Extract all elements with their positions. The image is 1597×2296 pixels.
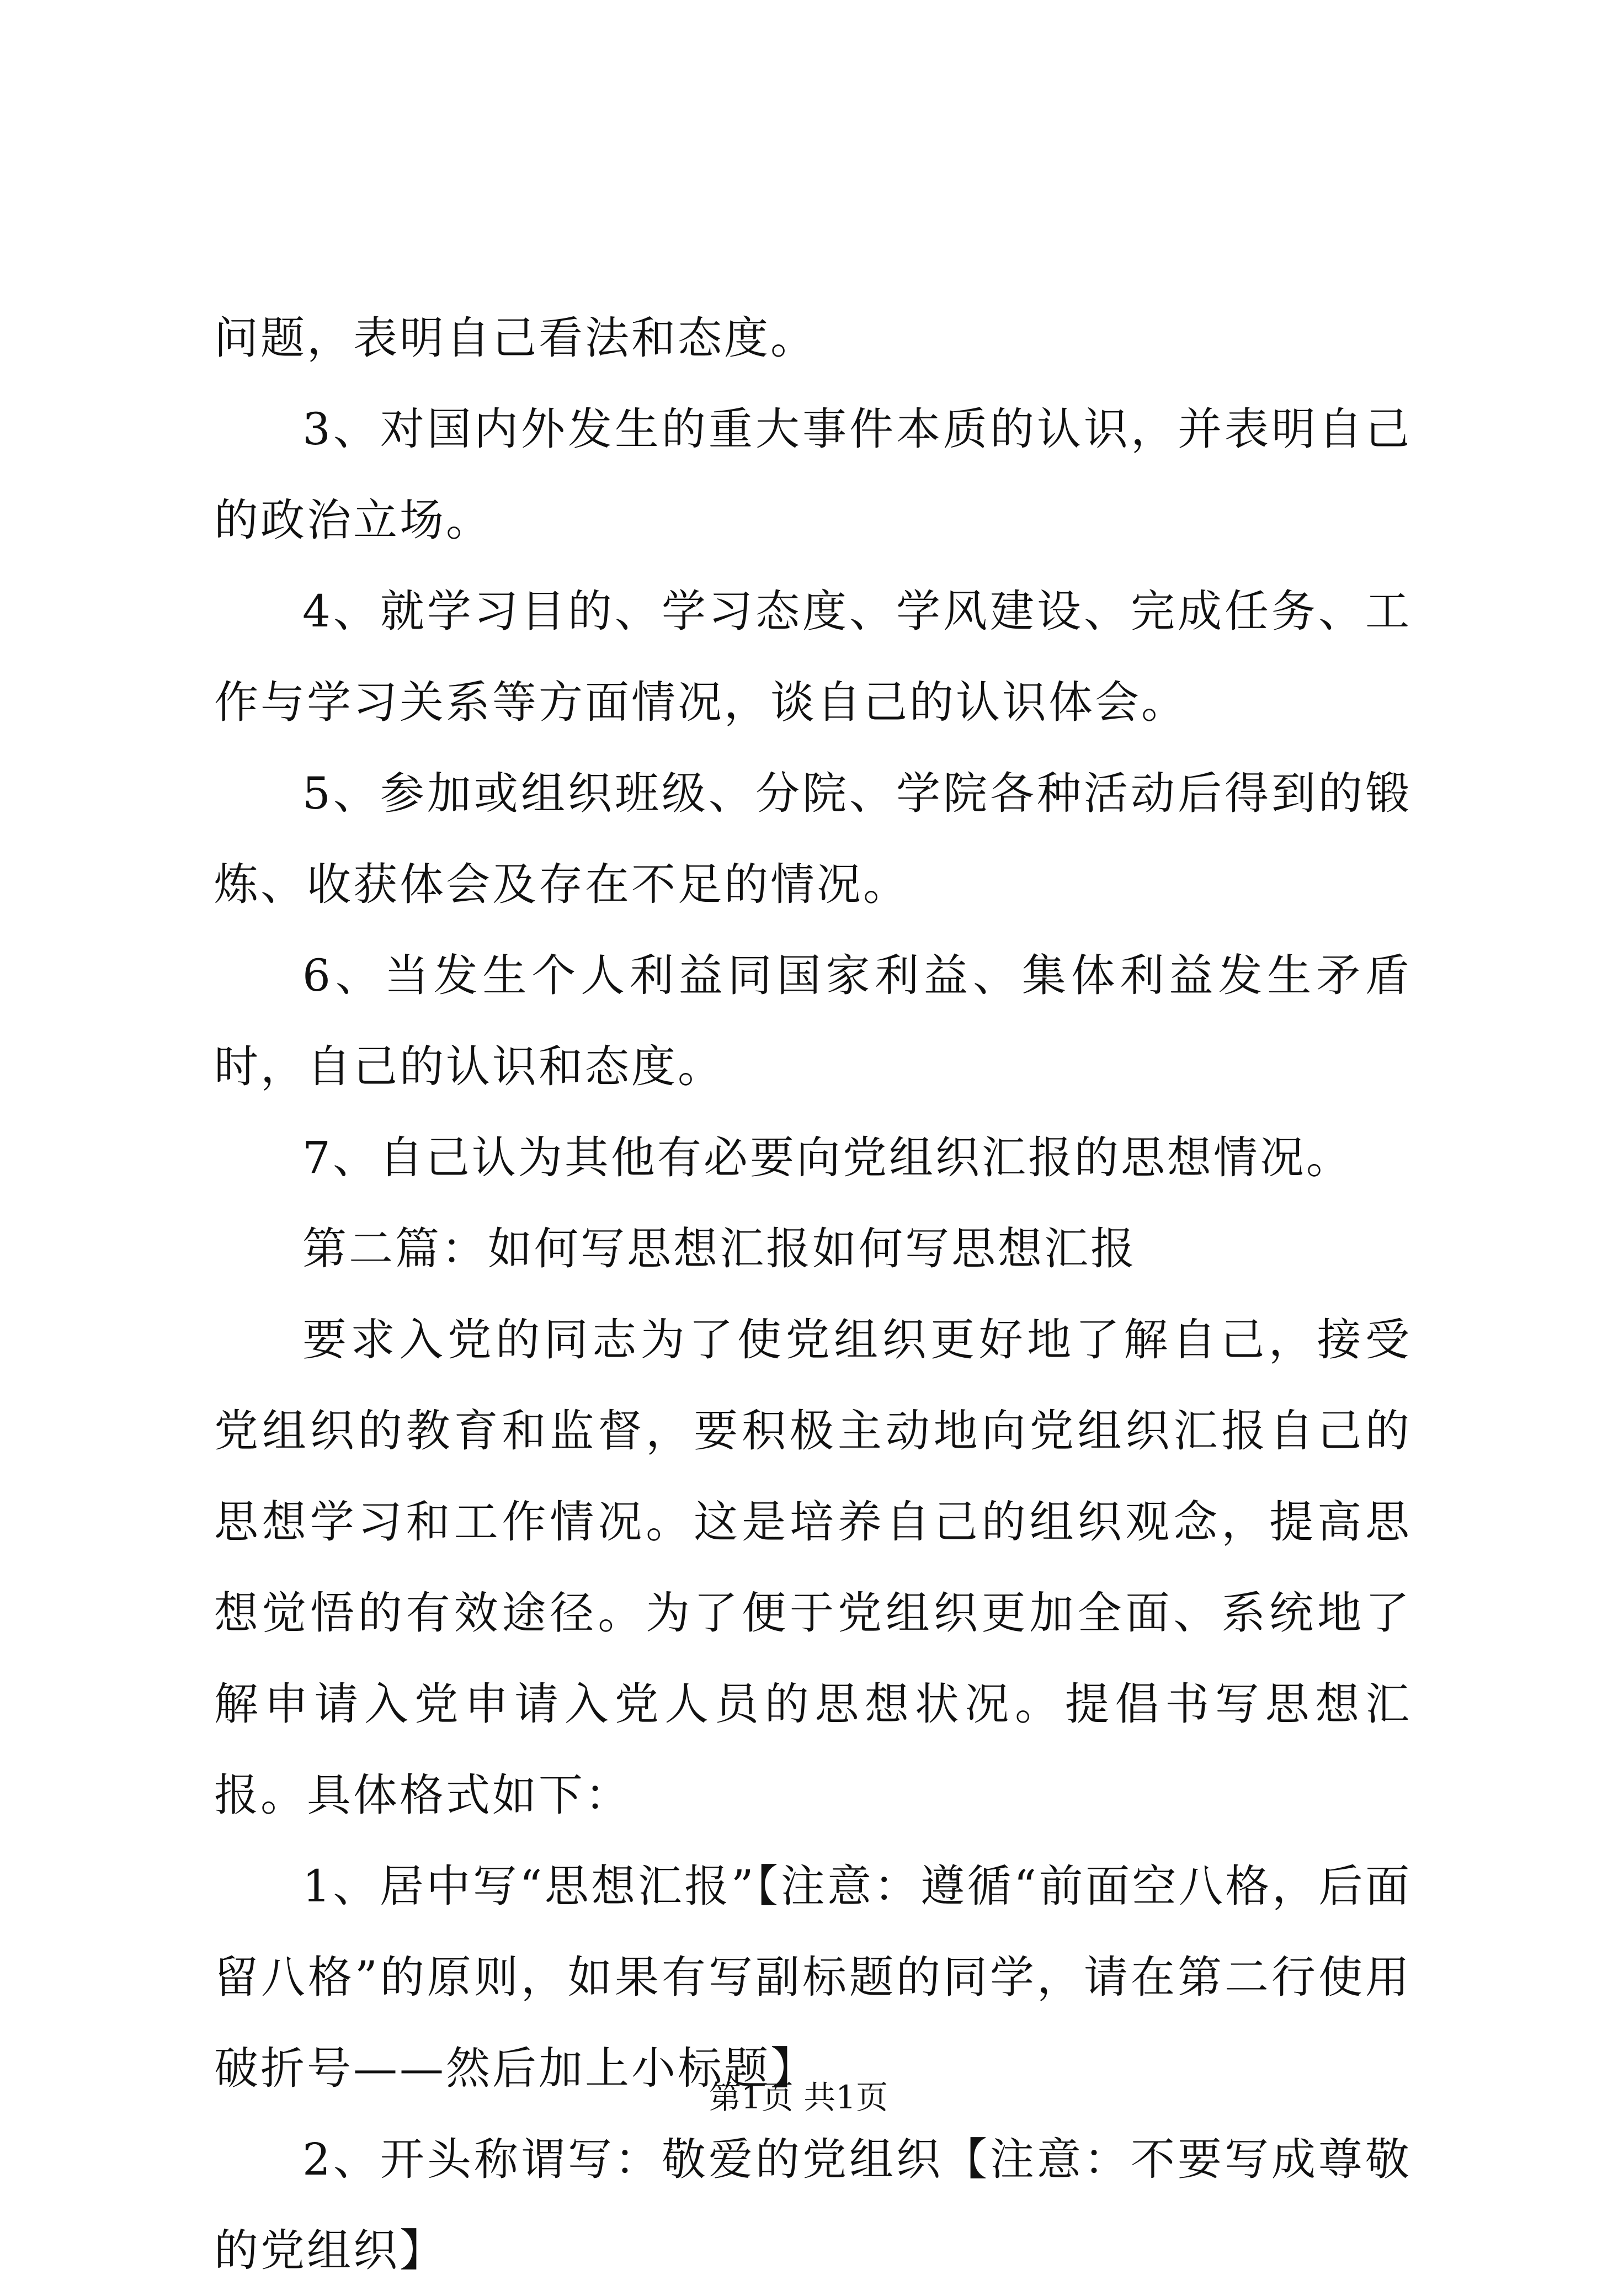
paragraph-5: 6、当发生个人利益同国家利益、集体利益发生矛盾时，自己的认识和态度。 xyxy=(214,950,1412,1092)
page-footer: 第1页 共1页 xyxy=(709,2079,888,2116)
paragraph-2: 3、对国内外发生的重大事件本质的认识，并表明自己的政治立场。 xyxy=(214,403,1412,546)
paragraph-3: 4、就学习目的、学习态度、学风建设、完成任务、工作与学习关系等方面情况，谈自己的认识体会。 xyxy=(214,586,1412,728)
paragraph-4: 5、参加或组织班级、分院、学院各种活动后得到的锻炼、收获体会及存在不足的情况。 xyxy=(214,768,1412,910)
section-heading: 第二篇：如何写思想汇报如何写思想汇报 xyxy=(302,1223,1137,1274)
paragraph-7: 要求入党的同志为了使党组织更好地了解自己，接受党组织的教育和监督，要积极主动地向党组织汇报自己的思想学习和工作情况。这是培养自己的组织观念，提高思想觉悟的有效途径。为了便于党组织更加全面、系统地了解申请入党申请入党人员的思想状况。提倡书写思想汇报。具体格式如下： xyxy=(214,1314,1412,1821)
paragraph-8: 1、居中写“思想汇报”【注意：遵循“前面空八格，后面留八格”的原则，如果有写副标题的同学，请在第二行使用破折号——然后加上小标题】 xyxy=(214,1861,1412,2094)
paragraph-9: 2、开头称谓写：敬爱的党组织【注意：不要写成尊敬的党组织】 xyxy=(214,2134,1412,2276)
paragraph-6: 7、自己认为其他有必要向党组织汇报的思想情况。 xyxy=(302,1132,1353,1183)
paragraph-1: 问题，表明自己看法和态度。 xyxy=(214,312,817,364)
document-body xyxy=(214,293,1412,2296)
